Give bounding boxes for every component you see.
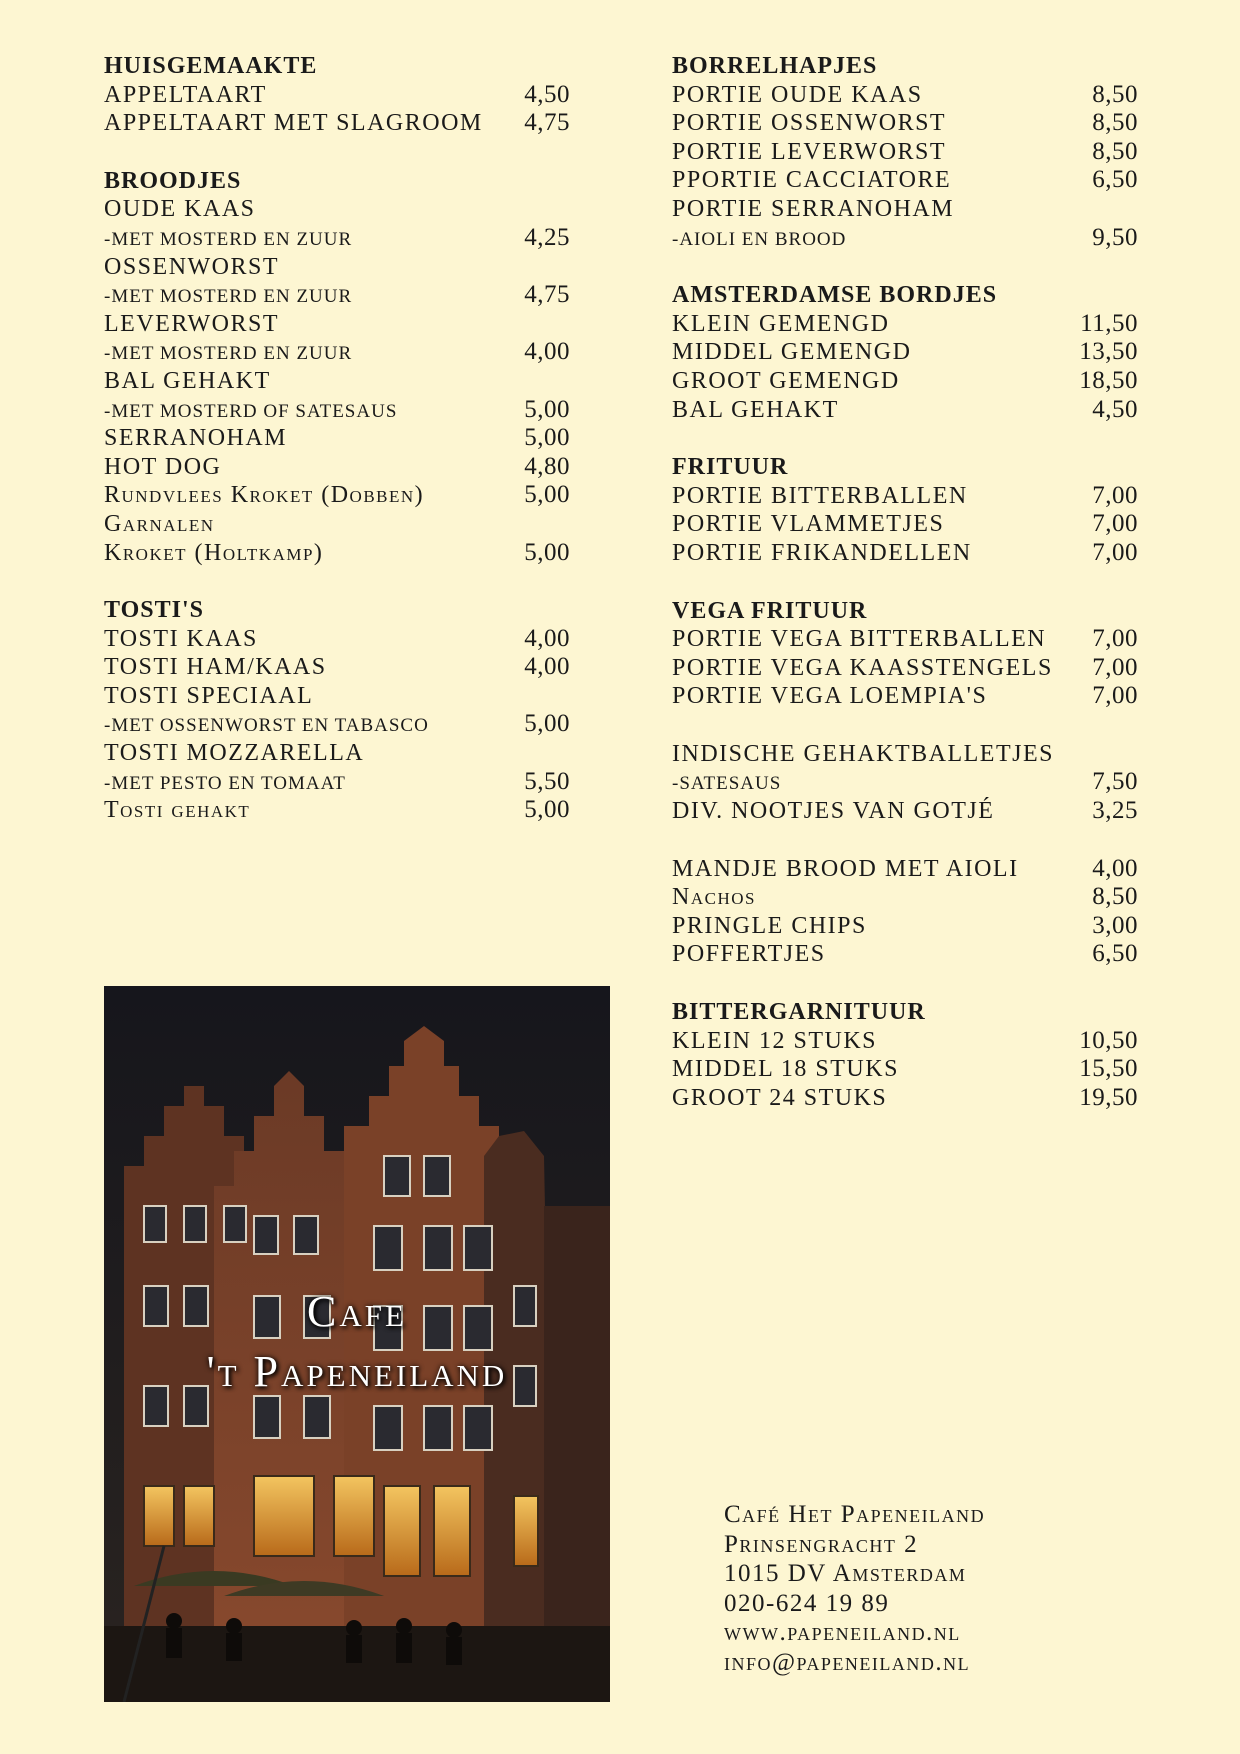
menu-item-name: SERRANOHAM (104, 425, 288, 452)
section-heading: BROODJES (104, 167, 242, 194)
address-line: www.papeneiland.nl (724, 1619, 961, 1646)
address-line: Prinsengracht 2 (724, 1530, 919, 1558)
menu-item-name: BAL GEHAKT (672, 396, 839, 423)
section-heading: HUISGEMAAKTE (104, 53, 318, 79)
menu-item (672, 338, 1138, 367)
address-line: info@papeneiland.nl (724, 1648, 971, 1676)
menu-item (672, 166, 1138, 195)
menu-section (672, 281, 1138, 424)
menu-item-price: 5,00 (524, 538, 570, 566)
menu-item (672, 109, 1138, 138)
menu-item-name: Garnalen (104, 510, 215, 537)
menu-item-price: 4,75 (524, 109, 570, 137)
section-heading: VEGA FRITUUR (672, 597, 868, 624)
menu-item (672, 396, 1138, 425)
menu-item-price: 5,00 (524, 424, 570, 452)
menu-item (672, 654, 1138, 683)
menu-item-price: 8,50 (1092, 109, 1138, 137)
menu-item (104, 682, 570, 711)
menu-item (672, 1027, 1138, 1056)
menu-item-price: 7,00 (1092, 481, 1138, 509)
menu-item (672, 740, 1138, 769)
menu-right-column (672, 52, 1138, 1141)
menu-item (104, 768, 570, 797)
menu-item-price: 7,00 (1092, 625, 1138, 653)
menu-section (104, 167, 570, 567)
menu-item-name: PORTIE VEGA LOEMPIA'S (672, 683, 988, 710)
menu-item (672, 224, 1138, 253)
menu-item-price: 5,00 (524, 710, 570, 738)
menu-item-name: PORTIE VEGA BITTERBALLEN (672, 626, 1047, 653)
menu-item-price: 4,25 (524, 223, 570, 251)
address-line: 020-624 19 89 (724, 1589, 890, 1617)
menu-item (104, 539, 570, 568)
menu-item (104, 81, 570, 110)
menu-section (104, 596, 570, 825)
menu-item-name: MIDDEL GEMENGD (672, 339, 912, 366)
cafe-photo (104, 986, 610, 1702)
menu-item (104, 396, 570, 425)
menu-item-name: Rundvlees Kroket (Dobben) (104, 482, 425, 509)
menu-item (104, 338, 570, 367)
menu-item-note: -MET PESTO EN TOMAAT (104, 772, 346, 794)
menu-item-price: 8,50 (1092, 883, 1138, 911)
menu-item-price: 11,50 (1080, 309, 1138, 337)
menu-item-price: 5,00 (524, 395, 570, 423)
menu-item-note: -MET OSSENWORST EN TABASCO (104, 715, 429, 737)
address-block (724, 1500, 1124, 1677)
menu-item (672, 912, 1138, 941)
menu-item-price: 15,50 (1079, 1055, 1138, 1083)
menu-item-name: GROOT 24 STUKS (672, 1084, 888, 1111)
menu-item-price: 4,80 (524, 452, 570, 480)
menu-item-name: BAL GEHAKT (104, 367, 271, 394)
menu-item-price: 6,50 (1092, 166, 1138, 194)
menu-item-price: 7,00 (1092, 653, 1138, 681)
menu-item (672, 797, 1138, 826)
menu-item (104, 310, 570, 339)
section-heading: FRITUUR (672, 454, 789, 481)
menu-item-note: -MET MOSTERD EN ZUUR (104, 286, 353, 308)
menu-item-name: Nachos (672, 884, 756, 911)
menu-item-price: 8,50 (1092, 137, 1138, 165)
section-heading: BORRELHAPJES (672, 53, 878, 79)
menu-item-price: 5,00 (524, 796, 570, 824)
menu-item-note: -AIOLI EN BROOD (672, 228, 847, 250)
menu-item-name: MANDJE BROOD MET AIOLI (672, 855, 1019, 882)
menu-item-name: Kroket (Holtkamp) (104, 539, 324, 566)
menu-item-note: -MET MOSTERD EN ZUUR (104, 343, 353, 365)
menu-item (672, 855, 1138, 884)
menu-item-price: 5,50 (524, 767, 570, 795)
menu-item (672, 940, 1138, 969)
menu-item (104, 424, 570, 453)
address-line: 1015 DV Amsterdam (724, 1560, 967, 1587)
menu-item-name: KLEIN GEMENGD (672, 310, 890, 337)
menu-item-price: 3,25 (1092, 797, 1138, 825)
menu-item (672, 310, 1138, 339)
menu-item-name: PORTIE VLAMMETJES (672, 511, 945, 538)
menu-item-name: LEVERWORST (104, 310, 279, 337)
menu-item-price: 19,50 (1079, 1083, 1138, 1111)
menu-item (104, 653, 570, 682)
menu-item-name: APPELTAART (104, 81, 267, 108)
menu-item (672, 1084, 1138, 1113)
menu-section (672, 453, 1138, 567)
menu-item (672, 768, 1138, 797)
menu-item (104, 710, 570, 739)
menu-item-name: PORTIE LEVERWORST (672, 138, 947, 165)
menu-item (104, 109, 570, 138)
menu-section (672, 998, 1138, 1112)
menu-item-name: PORTIE SERRANOHAM (672, 195, 955, 222)
menu-left-column (104, 52, 570, 854)
menu-item-price: 7,00 (1092, 510, 1138, 538)
address-line: Café Het Papeneiland (724, 1501, 986, 1528)
menu-item-name: PORTIE VEGA KAASSTENGELS (672, 654, 1053, 681)
menu-item-price: 7,50 (1092, 768, 1138, 796)
menu-item-name: PORTIE OSSENWORST (672, 110, 947, 137)
menu-item-price: 4,75 (524, 281, 570, 309)
menu-item-name: PRINGLE CHIPS (672, 912, 867, 939)
menu-item-note: -MET MOSTERD OF SATESAUS (104, 400, 398, 422)
menu-section (672, 52, 1138, 252)
menu-item-name: PPORTIE CACCIATORE (672, 167, 952, 194)
menu-section (104, 52, 570, 138)
menu-item-price: 18,50 (1079, 366, 1138, 394)
menu-item (672, 482, 1138, 511)
menu-item (104, 224, 570, 253)
menu-item (672, 195, 1138, 224)
menu-item-price: 10,50 (1079, 1026, 1138, 1054)
menu-item-name: OUDE KAAS (104, 196, 256, 223)
menu-item-price: 7,00 (1092, 538, 1138, 566)
menu-item-note: -MET MOSTERD EN ZUUR (104, 228, 353, 250)
menu-item (672, 367, 1138, 396)
menu-item (104, 195, 570, 224)
menu-item-name: HOT DOG (104, 453, 222, 480)
photo-title-cafe: Cafe (307, 1287, 407, 1336)
menu-item (104, 367, 570, 396)
photo-title-name: 't Papeneiland (206, 1347, 508, 1396)
menu-item-name: APPELTAART MET SLAGROOM (104, 110, 483, 137)
menu-section (672, 855, 1138, 969)
menu-item-name: TOSTI SPECIAAL (104, 682, 314, 709)
menu-item-price: 4,00 (524, 653, 570, 681)
menu-item-name: INDISCHE GEHAKTBALLETJES (672, 740, 1054, 767)
menu-item (672, 510, 1138, 539)
menu-item-name: TOSTI KAAS (104, 625, 258, 652)
menu-item (672, 625, 1138, 654)
menu-item-name: TOSTI HAM/KAAS (104, 654, 327, 681)
menu-item (104, 453, 570, 482)
menu-item-price: 13,50 (1079, 338, 1138, 366)
menu-item-name: PORTIE BITTERBALLEN (672, 482, 968, 509)
menu-item-name: PORTIE OUDE KAAS (672, 81, 923, 108)
menu-section (672, 740, 1138, 826)
menu-item-price: 7,00 (1092, 682, 1138, 710)
menu-item-name: Tosti gehakt (104, 797, 251, 824)
menu-item-price: 4,00 (1092, 854, 1138, 882)
menu-item-name: GROOT GEMENGD (672, 367, 900, 394)
menu-section (672, 597, 1138, 711)
section-heading: AMSTERDAMSE BORDJES (672, 282, 998, 309)
cafe-building-image (104, 986, 610, 1702)
menu-item (104, 281, 570, 310)
menu-item (104, 796, 570, 825)
menu-item (104, 625, 570, 654)
menu-item (672, 138, 1138, 167)
menu-item-name: MIDDEL 18 STUKS (672, 1056, 899, 1083)
menu-item-price: 4,00 (524, 338, 570, 366)
menu-item (672, 1055, 1138, 1084)
menu-item-price: 6,50 (1092, 940, 1138, 968)
menu-item (104, 510, 570, 539)
menu-item-name: KLEIN 12 STUKS (672, 1027, 877, 1054)
menu-item-price: 9,50 (1092, 223, 1138, 251)
menu-item (104, 481, 570, 510)
menu-item-note: -SATESAUS (672, 773, 782, 795)
menu-item (672, 539, 1138, 568)
menu-item (672, 81, 1138, 110)
menu-item-name: TOSTI MOZZARELLA (104, 740, 365, 767)
menu-item-price: 8,50 (1092, 80, 1138, 108)
menu-item-name: OSSENWORST (104, 253, 280, 280)
section-heading: TOSTI'S (104, 597, 204, 624)
menu-item-name: DIV. NOOTJES VAN GOTJÉ (672, 798, 995, 825)
section-heading: BITTERGARNITUUR (672, 999, 926, 1026)
menu-item-price: 4,50 (524, 80, 570, 108)
menu-item-price: 3,00 (1092, 911, 1138, 939)
menu-item (104, 253, 570, 282)
menu-item-price: 4,00 (524, 624, 570, 652)
menu-item-price: 4,50 (1092, 395, 1138, 423)
menu-item-price: 5,00 (524, 481, 570, 509)
menu-item (104, 739, 570, 768)
menu-item-name: PORTIE FRIKANDELLEN (672, 539, 972, 566)
menu-item (672, 682, 1138, 711)
menu-item (672, 883, 1138, 912)
menu-item-name: POFFERTJES (672, 941, 826, 968)
